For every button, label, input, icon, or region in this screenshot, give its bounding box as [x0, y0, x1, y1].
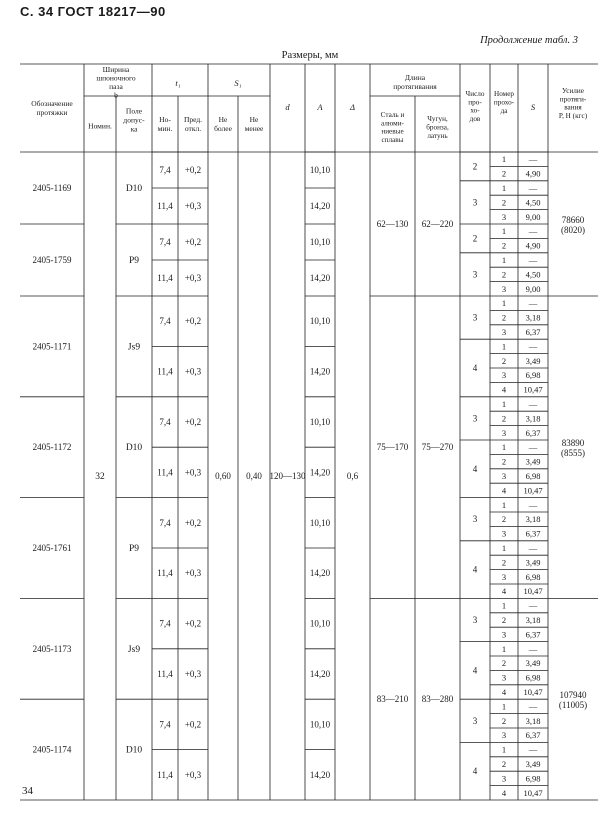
- deviation-cell: +0,2: [184, 316, 202, 327]
- t1-header: t₁: [175, 78, 181, 88]
- pass-count-cell: 4: [472, 463, 478, 474]
- pass-number-cell: 1: [501, 154, 507, 165]
- pass-number-cell: 1: [501, 744, 507, 755]
- d-header: d: [285, 102, 290, 112]
- t1-cell: 11,4: [157, 366, 173, 377]
- pass-number-cell: 2: [501, 615, 507, 625]
- page-number: 34: [22, 785, 33, 797]
- t1-cell: 11,4: [157, 467, 173, 478]
- t1-cell: 11,4: [157, 201, 173, 211]
- tolerance-cell: D10: [125, 745, 143, 756]
- s1-max-cell: 0,60: [215, 471, 231, 481]
- s-cell: 4,50: [525, 197, 541, 208]
- a-cell: 14,20: [309, 669, 331, 679]
- t1-cell: 7,4: [159, 165, 171, 175]
- force-header: протяги-: [559, 95, 587, 104]
- pass-count-header: про-: [468, 98, 482, 107]
- s-cell: 4,90: [525, 168, 541, 179]
- pass-count-cell: 3: [472, 197, 478, 208]
- pass-count-cell: 4: [472, 766, 478, 777]
- t1-cell: 11,4: [157, 669, 173, 679]
- pass-number-cell: 4: [501, 787, 507, 798]
- tolerance-field-header: Поле: [125, 106, 143, 116]
- designation-cell: 2405-1759: [32, 255, 72, 265]
- pass-count-cell: 3: [472, 514, 478, 525]
- pass-number-cell: 1: [501, 600, 507, 611]
- pass-number-cell: 2: [501, 312, 507, 323]
- s1-min-header: менее: [244, 124, 264, 134]
- s-cell: 3,18: [525, 514, 541, 525]
- a-cell: 10,10: [309, 237, 331, 247]
- s-cell: 6,98: [525, 773, 541, 784]
- d-cell: 120—130: [269, 471, 306, 481]
- t1-deviation-header: Пред.: [183, 115, 203, 125]
- deviation-cell: +0,2: [184, 417, 202, 427]
- pass-number-cell: 2: [501, 658, 507, 669]
- length-header: протягивания: [393, 82, 437, 92]
- pass-number-cell: 2: [501, 759, 507, 769]
- pass-number-cell: 4: [501, 586, 507, 597]
- pass-number-cell: 1: [501, 543, 507, 553]
- designation-cell: 2405-1172: [32, 442, 72, 453]
- deviation-cell: +0,3: [184, 568, 202, 579]
- steel-header: алюми-: [381, 119, 404, 128]
- delta-header: Δ: [350, 102, 355, 112]
- a-cell: 10,10: [309, 517, 331, 528]
- pass-count-cell: 2: [472, 233, 478, 244]
- designation-cell: 2405-1761: [32, 543, 72, 553]
- pass-number-cell: 2: [501, 197, 507, 208]
- steel-header: ниевые: [381, 127, 404, 136]
- keyway-width-header: b: [114, 90, 118, 100]
- pass-number-cell: 1: [501, 226, 507, 237]
- cast-length-cell: 83—280: [421, 694, 454, 705]
- tolerance-field-header: допус-: [123, 115, 145, 125]
- force-n-cell: 107940: [559, 690, 587, 701]
- pass-number-cell: 3: [501, 283, 507, 294]
- pass-number-cell: 1: [501, 341, 507, 352]
- s-cell: 10,47: [523, 787, 543, 798]
- force-kgf-cell: (8555): [561, 448, 585, 459]
- pass-number-cell: 1: [501, 499, 507, 510]
- s-cell: —: [528, 399, 538, 409]
- t1-cell: 7,4: [159, 417, 171, 427]
- s-cell: 3,49: [525, 355, 541, 366]
- pass-number-cell: 1: [501, 255, 507, 265]
- designation-cell: 2405-1174: [32, 744, 72, 755]
- cast-iron-header: бронза,: [426, 123, 449, 132]
- pass-number-cell: 3: [501, 672, 507, 683]
- pass-count-header: дов: [469, 114, 481, 123]
- tolerance-cell: D10: [125, 443, 143, 454]
- continuation-label: Продолжение табл. 3: [480, 35, 578, 46]
- s-cell: 3,49: [525, 759, 541, 769]
- page-header: С. 34 ГОСТ 18217—90: [20, 4, 166, 19]
- tolerance-cell: P9: [128, 256, 140, 266]
- s1-min-cell: 0,40: [246, 471, 262, 481]
- a-cell: 14,20: [309, 467, 331, 478]
- deviation-cell: +0,2: [184, 237, 202, 247]
- s-cell: —: [528, 183, 538, 193]
- b-nominal-cell: 32: [95, 472, 105, 482]
- pass-count-cell: 4: [472, 363, 478, 373]
- a-cell: 10,10: [309, 719, 331, 730]
- pass-number-cell: 3: [501, 327, 507, 337]
- force-header: P, Н (кгс): [558, 111, 588, 120]
- pass-number-cell: 3: [501, 730, 507, 741]
- s-cell: —: [528, 442, 538, 453]
- s-cell: 3,18: [525, 615, 541, 625]
- pass-number-header: Номер: [494, 90, 514, 99]
- s-cell: —: [528, 226, 538, 237]
- force-kgf-cell: (11005): [558, 700, 588, 711]
- s-cell: —: [528, 341, 538, 352]
- s-cell: 6,37: [525, 327, 541, 337]
- s-cell: —: [528, 600, 538, 611]
- a-cell: 14,20: [309, 201, 331, 211]
- t1-cell: 7,4: [159, 517, 171, 528]
- delta-cell: 0,6: [346, 471, 359, 481]
- pass-number-cell: 1: [501, 298, 507, 309]
- pass-count-cell: 3: [472, 269, 478, 280]
- pass-number-cell: 2: [501, 456, 507, 467]
- s-cell: 3,49: [525, 456, 541, 467]
- pass-number-cell: 3: [501, 427, 507, 438]
- pass-number-cell: 3: [501, 571, 507, 582]
- s-cell: 10,47: [523, 384, 543, 395]
- steel-header: сплавы: [381, 135, 404, 144]
- pass-number-header: да: [500, 106, 508, 115]
- pass-number-cell: 4: [501, 485, 507, 496]
- s-cell: —: [528, 298, 538, 309]
- pass-number-header: прохо-: [493, 98, 515, 107]
- steel-length-cell: 75—170: [376, 442, 409, 453]
- pass-number-cell: 3: [501, 629, 507, 640]
- pass-number-cell: 2: [501, 557, 507, 568]
- a-cell: 14,20: [309, 366, 331, 377]
- a-cell: 10,10: [309, 417, 331, 427]
- t1-nominal-header: мин.: [157, 124, 173, 134]
- pass-number-cell: 2: [501, 269, 507, 280]
- pass-number-cell: 3: [501, 370, 507, 381]
- pass-count-cell: 3: [472, 615, 478, 625]
- s-cell: —: [528, 643, 538, 654]
- s-cell: 3,18: [525, 413, 541, 424]
- s-cell: 3,49: [525, 658, 541, 669]
- tolerance-cell: P9: [128, 544, 140, 554]
- pass-number-cell: 1: [501, 399, 507, 409]
- pass-number-cell: 2: [501, 413, 507, 424]
- keyway-width-header: паза: [109, 81, 123, 91]
- s-cell: 6,98: [525, 471, 541, 481]
- a-cell: 10,10: [309, 618, 331, 629]
- pass-number-cell: 4: [501, 687, 507, 697]
- designation-header: протяжки: [36, 108, 68, 118]
- t1-deviation-header: откл.: [184, 124, 202, 134]
- s-cell: —: [528, 499, 538, 510]
- s1-max-header: более: [214, 124, 232, 134]
- s-cell: 6,37: [525, 730, 541, 741]
- nominal-header: Номин.: [88, 121, 112, 131]
- a-cell: 14,20: [309, 769, 331, 780]
- pass-count-header: хо-: [470, 106, 480, 115]
- dimensions-heading: Размеры, мм: [281, 50, 339, 61]
- deviation-cell: +0,3: [184, 201, 202, 211]
- pass-count-cell: 3: [472, 413, 478, 424]
- pass-count-cell: 2: [472, 161, 478, 172]
- pass-number-cell: 1: [501, 183, 507, 193]
- t1-cell: 11,4: [157, 769, 173, 780]
- pass-number-cell: 3: [501, 528, 507, 539]
- t1-cell: 7,4: [159, 719, 171, 730]
- designation-cell: 2405-1169: [32, 183, 72, 193]
- deviation-cell: +0,3: [184, 273, 202, 283]
- s1-max-header: Не: [218, 115, 228, 125]
- cast-iron-header: латунь: [427, 131, 448, 140]
- tolerance-cell: Js9: [127, 342, 141, 353]
- s-cell: 3,18: [525, 715, 541, 726]
- steel-header: Сталь и: [380, 111, 405, 120]
- s-cell: 6,98: [525, 370, 541, 381]
- s-cell: —: [528, 154, 538, 165]
- s-cell: 6,98: [525, 571, 541, 582]
- a-cell: 10,10: [309, 316, 331, 327]
- cast-length-cell: 62—220: [421, 219, 454, 229]
- s-cell: 6,98: [525, 672, 541, 683]
- pass-number-cell: 1: [501, 442, 507, 453]
- cast-iron-header: Чугун,: [427, 115, 448, 124]
- steel-length-cell: 83—210: [376, 694, 409, 705]
- pass-number-cell: 2: [501, 355, 507, 366]
- keyway-width-header: Ширина: [102, 64, 130, 74]
- s-cell: —: [528, 701, 538, 712]
- cast-length-cell: 75—270: [421, 442, 454, 453]
- steel-length-cell: 62—130: [376, 219, 409, 229]
- pass-number-cell: 2: [501, 240, 507, 251]
- t1-cell: 7,4: [159, 316, 171, 327]
- s-cell: 6,37: [525, 528, 541, 539]
- s-cell: —: [528, 255, 538, 265]
- tolerance-field-header: ка: [130, 124, 138, 134]
- pass-number-cell: 3: [501, 773, 507, 784]
- a-cell: 10,10: [309, 165, 331, 175]
- tolerance-cell: Js9: [127, 644, 141, 655]
- s-cell: 10,47: [523, 687, 543, 697]
- deviation-cell: +0,3: [184, 467, 202, 478]
- s1-min-header: Не: [249, 115, 259, 125]
- force-n-cell: 83890: [561, 438, 585, 449]
- t1-cell: 7,4: [159, 618, 171, 629]
- t1-nominal-header: Но-: [159, 115, 171, 125]
- s-cell: 9,00: [525, 211, 541, 222]
- deviation-cell: +0,3: [184, 769, 202, 780]
- s-cell: 6,37: [525, 629, 541, 640]
- pass-number-cell: 1: [501, 701, 507, 712]
- deviation-cell: +0,3: [184, 669, 202, 679]
- pass-number-cell: 2: [501, 715, 507, 726]
- s-cell: 10,47: [523, 485, 543, 496]
- length-header: Длина: [404, 73, 426, 83]
- deviation-cell: +0,2: [184, 165, 202, 175]
- a-cell: 14,20: [309, 568, 331, 579]
- pass-number-cell: 3: [501, 471, 507, 481]
- deviation-cell: +0,2: [184, 618, 202, 629]
- pass-count-cell: 3: [472, 715, 478, 726]
- s-cell: 3,49: [525, 557, 541, 568]
- pass-number-cell: 3: [501, 211, 507, 222]
- t1-cell: 11,4: [157, 273, 173, 283]
- s-cell: 3,18: [525, 312, 541, 323]
- s-cell: 9,00: [525, 283, 541, 294]
- force-kgf-cell: (8020): [561, 225, 585, 235]
- s-cell: —: [528, 744, 538, 755]
- pass-count-cell: 4: [472, 665, 478, 676]
- s-cell: 10,47: [523, 586, 543, 597]
- deviation-cell: +0,2: [184, 517, 202, 528]
- designation-header: Обозначение: [31, 99, 73, 109]
- pass-number-cell: 2: [501, 514, 507, 525]
- s-cell: 4,90: [525, 240, 541, 251]
- deviation-cell: +0,3: [184, 366, 202, 377]
- s-cell: 6,37: [525, 427, 541, 438]
- t1-cell: 7,4: [159, 237, 171, 247]
- s-header: S: [530, 102, 536, 112]
- pass-number-cell: 4: [501, 384, 507, 395]
- pass-count-cell: 3: [472, 312, 478, 323]
- force-n-cell: 78660: [561, 215, 585, 225]
- force-header: Усилие: [562, 87, 584, 96]
- pass-number-cell: 1: [501, 643, 507, 654]
- pass-number-cell: 2: [501, 168, 507, 179]
- pass-count-cell: 4: [472, 564, 478, 575]
- designation-cell: 2405-1173: [32, 643, 72, 654]
- t1-cell: 11,4: [157, 568, 173, 579]
- s-cell: —: [528, 543, 538, 553]
- a-header: A: [317, 102, 323, 112]
- keyway-width-header: шпоночного: [96, 73, 136, 83]
- designation-cell: 2405-1171: [32, 341, 72, 352]
- force-header: вания: [564, 103, 582, 112]
- s1-header: S₁: [234, 78, 242, 88]
- tolerance-cell: D10: [125, 184, 143, 194]
- s-cell: 4,50: [525, 269, 541, 280]
- deviation-cell: +0,2: [184, 719, 202, 730]
- a-cell: 14,20: [309, 273, 331, 283]
- pass-count-header: Число: [465, 90, 485, 99]
